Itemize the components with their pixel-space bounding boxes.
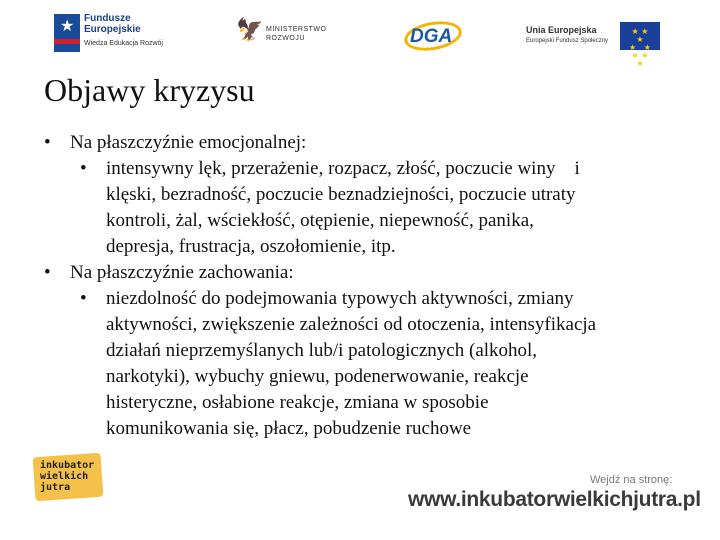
sub-bullet-line: niezdolność do podejmowania typowych aktywności, zmiany [106,288,574,309]
bullet-behavioral [40,260,690,286]
bullet-marker: • [80,158,87,179]
slide-title: Objawy kryzysu [44,72,255,108]
sub-bullet-line: klęski, bezradność, poczucie beznadziejności, poczucie utraty [106,184,576,205]
fe-logo-line2: Europejskie [84,24,141,35]
bullet-text: Na płaszczyźnie zachowania: [70,262,294,283]
fundusze-europejskie-logo [54,12,184,54]
dga-logo-text: DGA [410,26,453,47]
eagle-icon: 🦅 [236,18,264,43]
fe-flag-icon: ★ [54,14,80,52]
dga-logo [402,12,462,52]
sub-bullet-line: narkotyki), wybuchy gniewu, podenerwowanie, reakcje [106,366,529,387]
bullet-marker: • [44,132,51,153]
sub-bullet-line: aktywności, zwiększenie zależności od otoczenia, intensyfikacja [106,314,597,335]
sub-bullet-line: działań nieprzemyślanych lub/i patologicznych (alkohol, [106,340,538,361]
eu-logo [524,12,664,68]
ministry-logo-line1: MINISTERSTWO [266,26,327,33]
website-link[interactable]: www.inkubatorwielkichjutra.pl [408,488,701,511]
sub-bullet-line: kontroli, żal, wściekłość, otępienie, niepewność, panika, [106,210,534,231]
eu-flag-icon: ★ ★ ★ ★ ★ ★ ★ ★ [620,22,660,50]
eu-logo-line1: Unia Europejska [526,25,597,35]
eu-logo-line2: Europejski Fundusz Społeczny [526,38,609,44]
inkubator-logo-text: inkubator wielkich jutra [40,460,95,493]
bullet-emotional [40,130,690,156]
inkubator-logo [34,455,104,499]
sub-bullet-behavioral [40,286,690,442]
sub-bullet-line: intensywny lęk, przerażenie, rozpacz, złość, poczucie winy i [106,158,580,179]
visit-label: Wejdź na stronę: [590,474,673,486]
slide-content [40,130,690,442]
fe-logo-line1: Fundusze [84,13,131,24]
bullet-marker: • [44,262,51,283]
logo-bar [0,0,720,68]
bullet-marker: • [80,288,87,309]
bullet-text: Na płaszczyźnie emocjonalnej: [70,132,307,153]
sub-bullet-line: komunikowania się, płacz, pobudzenie ruchowe [106,418,472,439]
sub-bullet-line: histeryczne, osłabione reakcje, zmiana w sposobie [106,392,489,413]
sub-bullet-line: depresja, frustracja, oszołomienie, itp. [106,236,396,257]
fe-logo-line3: Wiedza Edukacja Rozwój [84,40,163,47]
sub-bullet-emotional [40,156,690,260]
ministry-logo-line2: ROZWOJU [266,35,305,42]
ministry-logo [236,12,336,52]
